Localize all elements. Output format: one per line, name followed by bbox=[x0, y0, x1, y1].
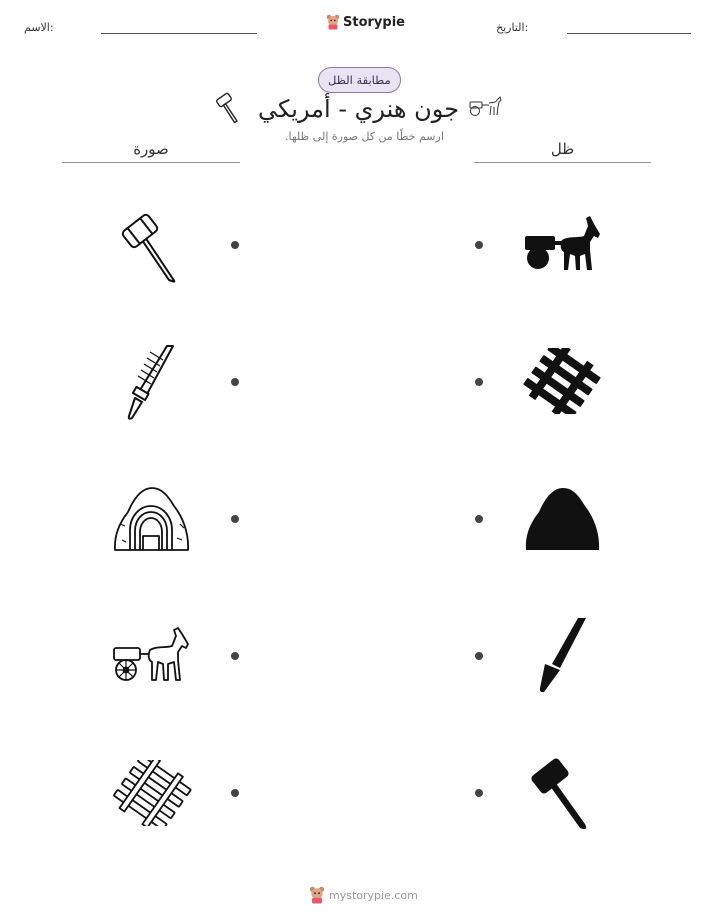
picture-dot-3[interactable] bbox=[231, 515, 239, 523]
tunnel-shadow[interactable] bbox=[523, 484, 603, 554]
tunnel-icon[interactable] bbox=[112, 484, 192, 554]
picture-dot-5[interactable] bbox=[231, 789, 239, 797]
bear-icon bbox=[326, 14, 340, 30]
shadow-column-heading: ظل bbox=[550, 140, 575, 158]
bear-icon bbox=[309, 886, 325, 904]
picture-dot-4[interactable] bbox=[231, 652, 239, 660]
name-line[interactable] bbox=[101, 33, 257, 34]
chisel-shadow[interactable] bbox=[532, 614, 592, 694]
horse-cart-icon bbox=[469, 94, 503, 118]
date-line[interactable] bbox=[567, 33, 691, 34]
railroad-track-icon[interactable] bbox=[112, 760, 192, 826]
picture-column-heading: صورة bbox=[133, 140, 169, 158]
shadow-dot-3[interactable] bbox=[475, 515, 483, 523]
chisel-icon[interactable] bbox=[120, 342, 180, 422]
picture-column-rule bbox=[62, 162, 240, 163]
shadow-dot-5[interactable] bbox=[475, 789, 483, 797]
activity-badge: مطابقة الظل bbox=[318, 67, 401, 93]
shadow-column-rule bbox=[474, 162, 651, 163]
footer-url[interactable]: mystorypie.com bbox=[329, 888, 418, 902]
shadow-dot-4[interactable] bbox=[475, 652, 483, 660]
shadow-dot-2[interactable] bbox=[475, 378, 483, 386]
date-label: التاريخ: bbox=[496, 21, 529, 34]
horse-cart-shadow[interactable] bbox=[522, 214, 604, 276]
hammer-shadow[interactable] bbox=[528, 752, 596, 832]
instructions-text: ارسم خطًا من كل صورة إلى ظلها. bbox=[285, 130, 444, 143]
hammer-icon[interactable] bbox=[118, 207, 186, 285]
shadow-dot-1[interactable] bbox=[475, 241, 483, 249]
picture-dot-2[interactable] bbox=[231, 378, 239, 386]
brand-name: Storypie bbox=[343, 14, 405, 30]
picture-dot-1[interactable] bbox=[231, 241, 239, 249]
name-label: الاسم: bbox=[24, 21, 54, 34]
horse-cart-icon[interactable] bbox=[110, 624, 192, 686]
worksheet-title: جون هنري - أمريكي bbox=[258, 95, 460, 123]
footer bbox=[309, 886, 418, 904]
brand-logo bbox=[326, 14, 405, 30]
hammer-icon bbox=[215, 92, 241, 124]
railroad-track-shadow[interactable] bbox=[522, 348, 602, 414]
